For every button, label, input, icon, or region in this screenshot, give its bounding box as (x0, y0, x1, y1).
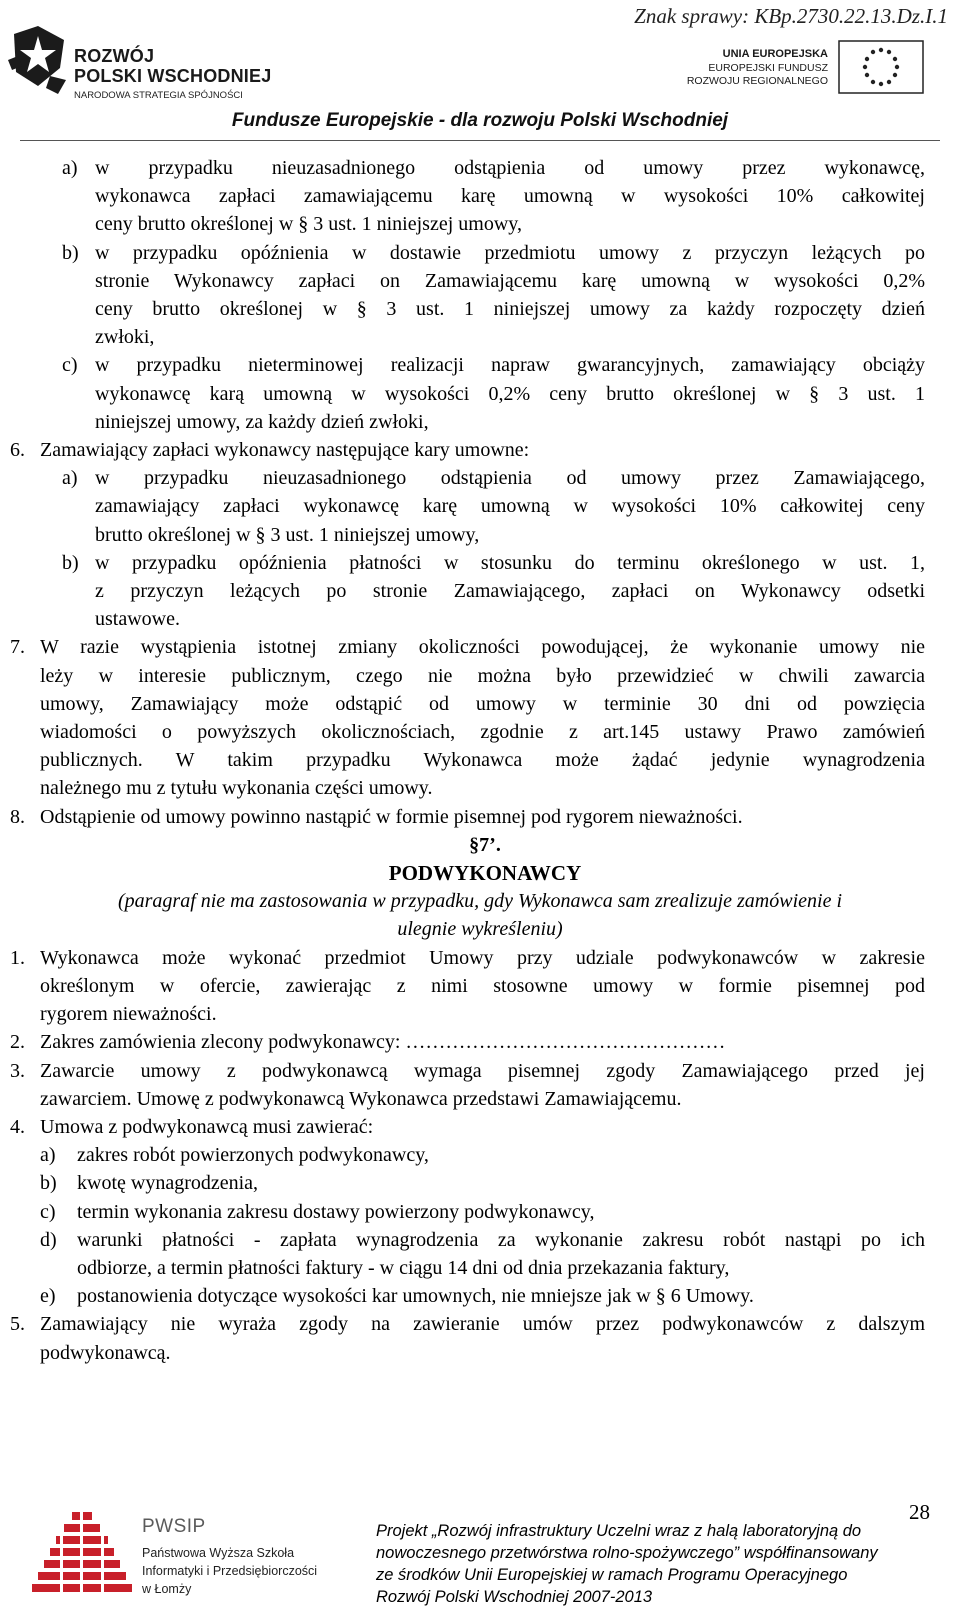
item-text: Umowa z podwykonawcą musi zawierać: (40, 1115, 374, 1138)
item-text: postanowienia dotyczące wysokości kar umownych, nie mniejsze jak w § 6 Umowy. (77, 1285, 754, 1308)
text-line: ceny brutto określonej w § 3 ust. 1 niniejszej umowy, (95, 213, 522, 236)
item-number: 1. (10, 946, 25, 969)
item-label: a) (62, 157, 78, 179)
eu-logo-line3: ROZWOJU REGIONALNEGO (686, 75, 828, 87)
text-line: W razie wystąpienia istotnej zmiany okoliczności powodującej, że wykonanie umowy nie (40, 636, 925, 659)
eu-flag-icon (838, 40, 924, 94)
rozwoj-polski-wschodniej-logo (8, 24, 278, 101)
numbered-item (0, 633, 960, 802)
item-label: c) (40, 1200, 56, 1223)
item-text (40, 944, 925, 1029)
item-text (40, 1057, 925, 1113)
item-number: 7. (10, 636, 25, 659)
eu-logo-line1: UNIA EUROPEJSKA (722, 48, 828, 60)
item-label: b) (62, 241, 79, 264)
item-number: 8. (10, 805, 25, 828)
text-line: Wykonawca może wykonać przedmiot Umowy przy udziale podwykonawców w zakresie (40, 946, 925, 969)
list-item (0, 1282, 960, 1310)
list-item (0, 1141, 960, 1169)
item-label: d) (40, 1228, 57, 1251)
text-line: stronie Wykonawcy zapłaci on Zamawiającemu karę umowną w wysokości 0,2% (95, 269, 925, 292)
item-text (95, 549, 925, 634)
pwsip-logo (30, 1502, 360, 1602)
numbered-item (0, 1028, 960, 1056)
item-label: b) (62, 551, 79, 574)
text-line: w przypadku opóźnienia w dostawie przedmiotu umowy z przyczyn leżących po (95, 241, 925, 264)
text-line: publicznych. W takim przypadku Wykonawca może żądać jedynie wynagrodzenia (40, 749, 925, 772)
numbered-item (0, 944, 960, 1029)
text-line: leży w interesie publicznym, czego nie można było przewidzieć w chwili zawarcia (40, 664, 925, 687)
list-item (0, 239, 960, 352)
item-text (40, 633, 925, 802)
pwsip-emblem-icon (30, 1502, 134, 1598)
project-line: nowoczesnego przetwórstwa rolno-spożywczego” współfinansowany (376, 1544, 878, 1562)
text-line: w przypadku nieuzasadnionego odstąpienia od umowy przez wykonawcę, (95, 157, 925, 179)
item-label: e) (40, 1285, 56, 1308)
item-text: Zakres zamówienia zlecony podwykonawcy: ………………………………………… (40, 1031, 726, 1054)
item-text (95, 154, 925, 239)
text-line: ustawowe. (95, 608, 180, 631)
text-line: brutto określonej w § 3 ust. 1 niniejszej umowy, (95, 523, 480, 546)
header-divider (20, 140, 940, 141)
item-label: a) (40, 1144, 56, 1167)
case-number: Znak sprawy: KBp.2730.22.13.Dz.I.1 (634, 4, 948, 28)
item-text: Zamawiający zapłaci wykonawcy następujące kary umowne: (40, 439, 530, 462)
list-item (0, 1198, 960, 1226)
text-line: Zawarcie umowy z podwykonawcą wymaga pisemnej zgody Zamawiającego przed jej (40, 1059, 925, 1082)
text-line: w przypadku nieuzasadnionego odstąpienia od umowy przez Zamawiającego, (95, 467, 925, 490)
numbered-item (0, 1113, 960, 1141)
item-number: 3. (10, 1059, 25, 1082)
logo-left-line3: NARODOWA STRATEGIA SPÓJNOŚCI (74, 90, 243, 101)
section-note-line2: ulegnie wykreśleniu) (397, 918, 563, 941)
item-text: kwotę wynagrodzenia, (77, 1172, 259, 1195)
numbered-item (0, 803, 960, 831)
text-line: w przypadku opóźnienia płatności w stosunku do terminu określonego w ust. 1, (95, 551, 925, 574)
project-note (376, 1520, 936, 1608)
numbered-item (0, 436, 960, 464)
list-item (0, 464, 960, 549)
eu-logo-line2: EUROPEJSKI FUNDUSZ (708, 62, 828, 74)
item-number: 2. (10, 1031, 25, 1054)
item-text: zakres robót powierzonych podwykonawcy, (77, 1144, 429, 1167)
list-item (0, 154, 960, 239)
project-line: Rozwój Polski Wschodniej 2007-2013 (376, 1588, 653, 1606)
text-line: rygorem nieważności. (40, 1003, 217, 1026)
text-line: zwłoki, (95, 326, 155, 349)
pwsip-acronym: PWSIP (142, 1516, 206, 1537)
list-item (0, 1226, 960, 1282)
project-line: Projekt „Rozwój infrastruktury Uczelni wraz z halą laboratoryjną do (376, 1522, 862, 1540)
text-line: z przyczyn leżących po stronie Zamawiającego, zapłaci on Wykonawcy odsetki (95, 580, 925, 603)
pwsip-line1: Państwowa Wyższa Szkoła (142, 1546, 295, 1560)
star-emblem-icon (8, 24, 70, 98)
text-line: zamawiający zapłaci wykonawcę karę umowną w wysokości 10% całkowitej ceny (95, 495, 925, 518)
section-title: PODWYKONAWCY (388, 861, 582, 886)
list-item (0, 549, 960, 634)
logo-left-line2: POLSKI WSCHODNIEJ (74, 66, 272, 86)
text-line: wykonawcę karą umowną w wysokości 0,2% ceny brutto określonej w § 3 ust. 1 (95, 382, 925, 405)
item-text (95, 464, 925, 549)
item-label: c) (62, 354, 78, 377)
item-text (95, 351, 925, 436)
text-line: warunki płatności - zapłata wynagrodzenia za wykonanie zakresu robót nastąpi po ich (77, 1228, 925, 1251)
item-label: b) (40, 1172, 57, 1195)
list-item (0, 351, 960, 436)
logo-left-line1: ROZWÓJ (74, 46, 155, 66)
text-line: w przypadku nieterminowej realizacji napraw gwarancyjnych, zamawiający obciąży (95, 354, 925, 377)
list-item (0, 1169, 960, 1197)
text-line: wiadomości o powyższych okolicznościach, zgodnie z art.145 ustawy Prawo zamówień (40, 721, 925, 744)
project-line: ze środków Unii Europejskiej w ramach Programu Operacyjnego (376, 1566, 848, 1584)
pwsip-line2: Informatyki i Przedsiębiorczości (142, 1564, 318, 1578)
item-text (95, 239, 925, 352)
text-line: umowy, Zamawiający może odstąpić od umowy w terminie 30 dni od powzięcia (40, 692, 925, 715)
text-line: niniejszej umowy, za każdy dzień zwłoki, (95, 410, 429, 433)
eu-logo (684, 40, 924, 96)
page-number: 28 (909, 1500, 930, 1524)
item-number: 6. (10, 439, 25, 462)
text-line: zawarciem. Umowę z podwykonawcą Wykonawca przedstawi Zamawiającemu. (40, 1087, 682, 1110)
section-note-line1: (paragraf nie ma zastosowania w przypadku, gdy Wykonawca sam zrealizuje zamówienie i (117, 890, 843, 913)
item-number: 4. (10, 1115, 25, 1138)
text-line: odbiorze, a termin płatności faktury - w ciągu 14 dni od dnia przekazania faktury, (77, 1256, 730, 1279)
item-label: a) (62, 467, 78, 490)
text-line: ceny brutto określonej w § 3 ust. 1 niniejszej umowy za każdy rozpoczęty dzień (95, 298, 925, 321)
item-text (40, 1310, 925, 1366)
text-line: należnego mu z tytułu wykonania części umowy. (40, 777, 433, 800)
numbered-item (0, 1057, 960, 1113)
item-number: 5. (10, 1313, 25, 1336)
text-line: podwykonawcą. (40, 1341, 171, 1364)
text-line: określonym w ofercie, zawierając z nimi stosowne umowy w formie pisemnej pod (40, 974, 925, 997)
section-number: §7’. (469, 833, 501, 856)
numbered-item (0, 1310, 960, 1366)
text-line: Zamawiający nie wyraża zgody na zawieranie umów przez podwykonawców z dalszym (40, 1313, 925, 1336)
item-text (77, 1226, 925, 1282)
pwsip-line3: w Łomży (142, 1582, 192, 1596)
header-tagline: Fundusze Europejskie - dla rozwoju Polski Wschodniej (231, 110, 729, 131)
document-body (0, 154, 960, 1367)
item-text: Odstąpienie od umowy powinno nastąpić w formie pisemnej pod rygorem nieważności. (40, 805, 743, 828)
item-text: termin wykonania zakresu dostawy powierzony podwykonawcy, (77, 1200, 595, 1223)
text-line: wykonawca zapłaci zamawiającemu karę umowną w wysokości 10% całkowitej (95, 185, 925, 208)
